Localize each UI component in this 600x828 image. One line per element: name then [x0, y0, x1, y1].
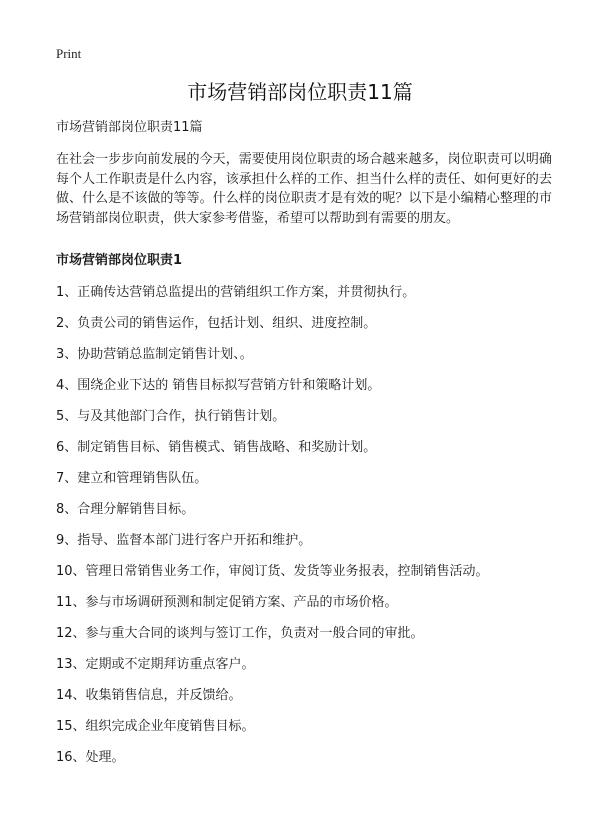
duty-item-4: 4、围绕企业下达的 销售目标拟写营销方针和策略计划。: [56, 378, 381, 393]
duty-item-8: 8、合理分解销售目标。: [56, 502, 195, 517]
section-heading: 市场营销部岗位职责1: [56, 253, 183, 268]
duty-item-7: 7、建立和管理销售队伍。: [56, 471, 208, 486]
duty-item-14: 14、收集销售信息，并反馈给。: [56, 688, 242, 703]
duty-item-1: 1、正确传达营销总监提出的营销组织工作方案，并贯彻执行。: [56, 285, 416, 300]
duty-list: [56, 284, 489, 780]
print-link[interactable]: Print: [56, 46, 82, 61]
duty-item-11: 11、参与市场调研预测和制定促销方案、产品的市场价格。: [56, 595, 398, 610]
duty-item-5: 5、与及其他部门合作，执行销售计划。: [56, 409, 286, 424]
duty-item-2: 2、负责公司的销售运作，包括计划、组织、进度控制。: [56, 316, 377, 331]
duty-item-15: 15、组织完成企业年度销售目标。: [56, 719, 255, 734]
duty-item-13: 13、定期或不定期拜访重点客户。: [56, 657, 255, 672]
duty-item-9: 9、指导、监督本部门进行客户开拓和维护。: [56, 533, 312, 548]
duty-item-10: 10、管理日常销售业务工作，审阅订货、发货等业务报表，控制销售活动。: [56, 564, 489, 579]
duty-item-6: 6、制定销售目标、销售模式、销售战略、和奖励计划。: [56, 440, 377, 455]
intro-paragraph: 在社会一步步向前发展的今天，需要使用岗位职责的场合越来越多，岗位职责可以明确每个人工作职责是什么内容，该承担什么样的工作、担当什么样的责任、如何更好的去做、什么是不该做的等等。什么样的岗位职责才是有效的呢？以下是小编精心整理的市场营销部岗位职责，供大家参考借鉴，希望可以帮助到有需要的朋友。: [56, 152, 552, 226]
duty-item-16: 16、处理。: [56, 750, 125, 765]
document-subtitle: 市场营销部岗位职责11篇: [56, 120, 203, 135]
page-title: 市场营销部岗位职责11篇: [187, 80, 413, 104]
duty-item-12: 12、参与重大合同的谈判与签订工作，负责对一般合同的审批。: [56, 626, 424, 641]
duty-item-3: 3、协助营销总监制定销售计划、。: [56, 347, 253, 362]
